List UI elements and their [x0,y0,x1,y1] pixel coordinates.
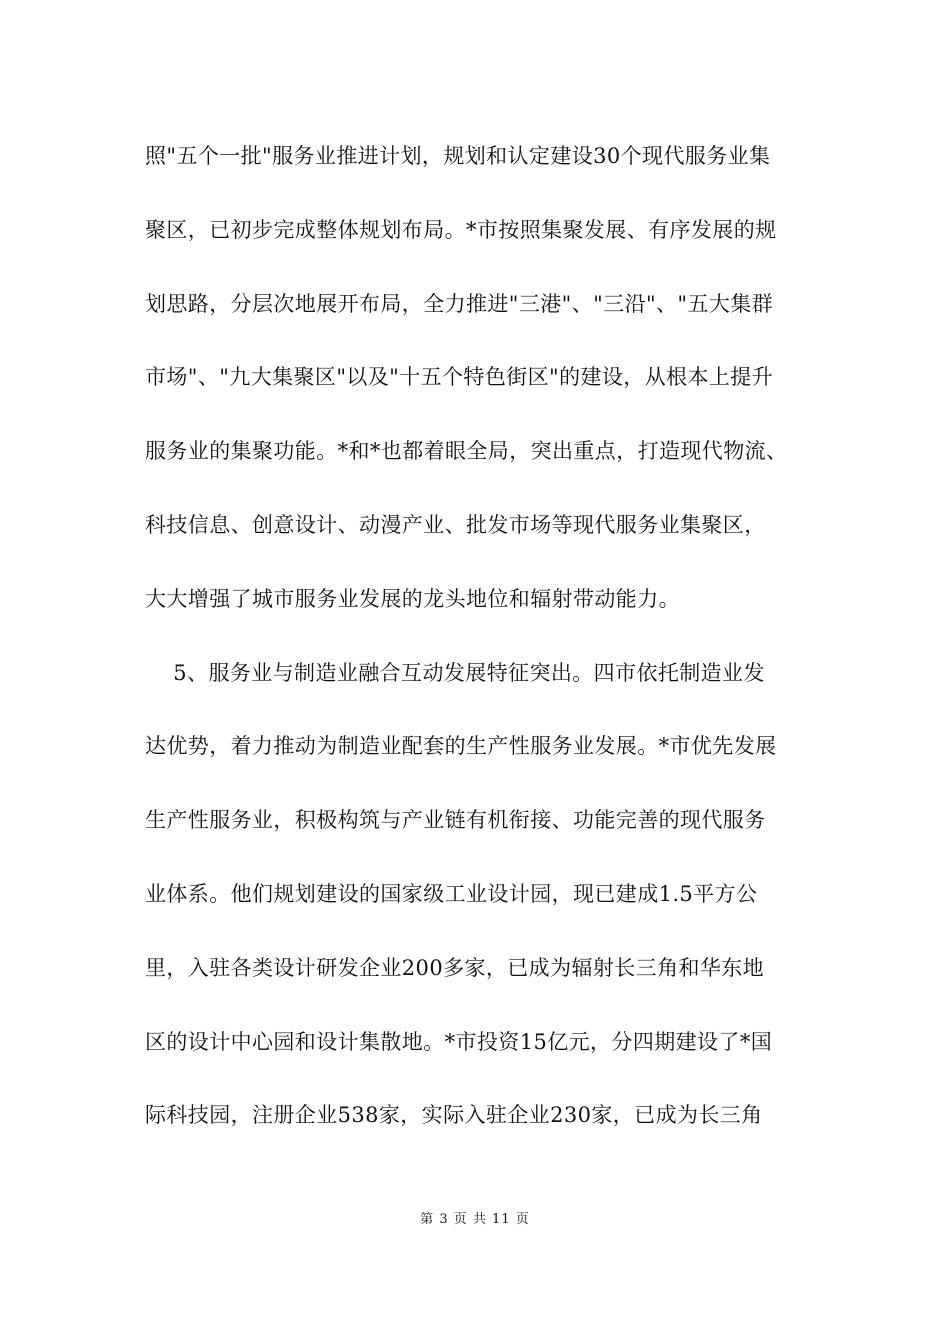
text-line: 达优势，着力推动为制造业配套的生产性服务业发展。*市优先发展 [145,734,777,759]
text-line: 科技信息、创意设计、动漫产业、批发市场等现代服务业集聚区， [145,512,766,537]
text-line: 聚区，已初步完成整体规划布局。*市按照集聚发展、有序发展的规 [145,217,777,242]
page-footer: 第 3 页 共 11 页 [420,1212,530,1227]
text-line: 市场"、"九大集聚区"以及"十五个特色街区"的建设，从根本上提升 [145,365,774,390]
body-text [145,130,835,1163]
text-line: 里，入驻各类设计研发企业200多家，已成为辐射长三角和华东地 [145,955,765,980]
text-line: 照"五个一批"服务业推进计划，规划和认定建设30个现代服务业集 [145,144,771,168]
text-line: 服务业的集聚功能。*和*也都着眼全局，突出重点，打造现代物流、 [145,439,788,464]
text-line: 划思路，分层次地展开布局，全力推进"三港"、"三沿"、"五大集群 [145,291,774,316]
text-line: 生产性服务业，积极构筑与产业链有机衔接、功能完善的现代服务 [145,808,766,833]
text-line: 业体系。他们规划建设的国家级工业设计园，现已建成1.5平方公 [145,881,758,906]
text-line: 大大增强了城市服务业发展的龙头地位和辐射带动能力。 [145,586,680,611]
text-line: 5、服务业与制造业融合互动发展特征突出。四市依托制造业发 [145,660,765,685]
text-line: 区的设计中心园和设计集散地。*市投资15亿元，分四期建设了*国 [145,1029,773,1054]
text-line: 际科技园，注册企业538家，实际入驻企业230家，已成为长三角 [145,1103,763,1128]
